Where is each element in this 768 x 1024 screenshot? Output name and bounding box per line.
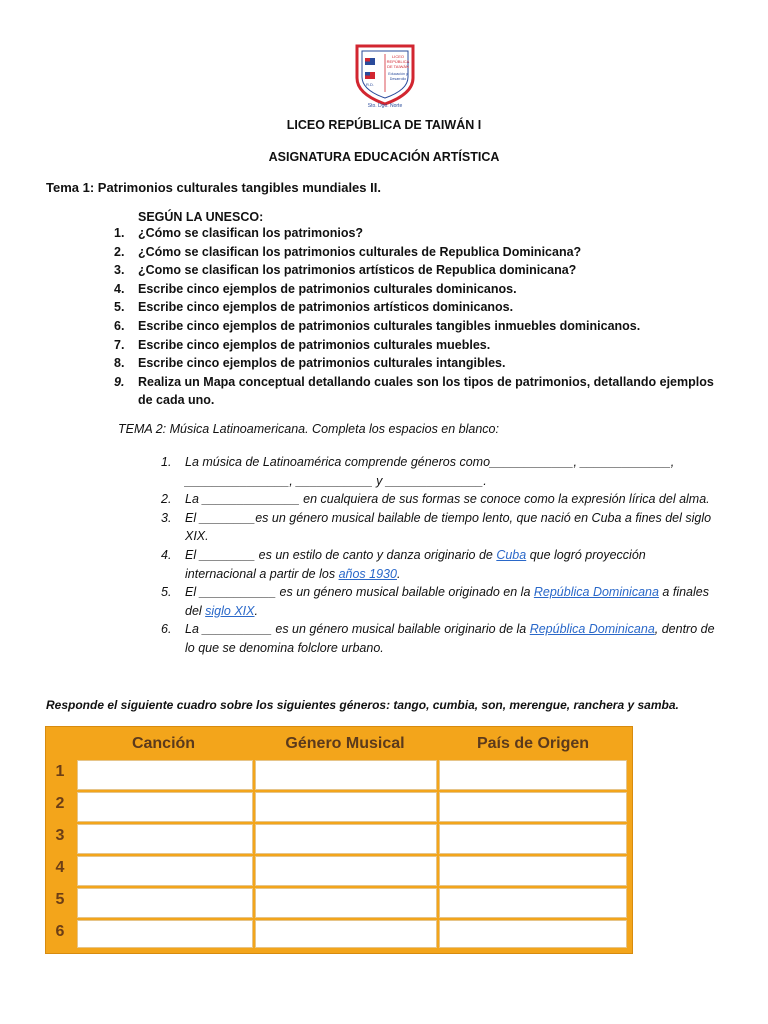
list-item: 5. El ___________ es un género musical bailable originado en la República Dominicana a finales del siglo XIX. xyxy=(161,585,709,618)
row-number: 1 xyxy=(55,763,65,780)
cell-cancion[interactable] xyxy=(77,920,253,948)
list-item: 4. Escribe cinco ejemplos de patrimonios culturales dominicanos. xyxy=(114,281,517,296)
row-number: 6 xyxy=(55,923,65,940)
cell-pais[interactable] xyxy=(439,856,627,886)
cell-genero[interactable] xyxy=(255,888,437,918)
cell-cancion[interactable] xyxy=(77,856,253,886)
genre-table xyxy=(45,726,633,954)
list-item: 4. El ________ es un estilo de canto y danza originario de Cuba que logró proyección internacional a partir de los años 1930. xyxy=(161,547,646,581)
cell-pais[interactable] xyxy=(439,792,627,822)
cell-pais[interactable] xyxy=(439,888,627,918)
tema2-title: TEMA 2: Música Latinoamericana. Completa los espacios en blanco: xyxy=(118,422,499,436)
link-cuba[interactable]: Cuba xyxy=(496,547,527,562)
cell-cancion[interactable] xyxy=(77,888,253,918)
school-logo xyxy=(345,42,425,108)
cell-pais[interactable] xyxy=(439,760,627,790)
list-item: 6. La __________ es un género musical bailable originario de la República Dominicana, dentro de lo que se denomina folclore urbano. xyxy=(161,622,715,655)
subject-title: ASIGNATURA EDUCACIÓN ARTÍSTICA xyxy=(268,150,500,164)
link-anos-1930[interactable]: años 1930 xyxy=(338,566,397,581)
list-item: 2. La ______________ en cualquiera de sus formas se conoce como la expresión lírica del alma. xyxy=(161,492,710,507)
link-republica-dominicana[interactable]: República Dominicana xyxy=(533,585,659,600)
cell-genero[interactable] xyxy=(255,920,437,948)
list-item: 9. Realiza un Mapa conceptual detallando cuales son los tipos de patrimonios, detallando ejemplos de cada uno. xyxy=(114,374,714,408)
tema1-questions xyxy=(114,224,720,410)
list-item: 1. ¿Cómo se clasifican los patrimonios? xyxy=(114,226,364,240)
svg-text:REPÚBLICA: REPÚBLICA xyxy=(386,59,410,64)
cell-cancion[interactable] xyxy=(77,824,253,854)
cell-pais[interactable] xyxy=(439,824,627,854)
list-item: 3. ¿Como se clasifican los patrimonios artísticos de Republica dominicana? xyxy=(114,263,577,278)
row-number: 5 xyxy=(55,891,65,908)
svg-text:LICEO: LICEO xyxy=(391,54,405,59)
list-item: 2. ¿Cómo se clasifican los patrimonios culturales de Republica Dominicana? xyxy=(114,244,582,259)
header-cancion: Canción xyxy=(131,735,196,752)
table-instruction: Responde el siguiente cuadro sobre los siguientes géneros: tango, cumbia, son, merengue, ranchera y samba. xyxy=(46,698,679,712)
header-genero: Género Musical xyxy=(285,735,405,752)
cell-pais[interactable] xyxy=(439,920,627,948)
cell-cancion[interactable] xyxy=(77,792,253,822)
cell-genero[interactable] xyxy=(255,792,437,822)
tema2-items xyxy=(161,453,720,658)
row-number: 2 xyxy=(55,795,65,812)
link-republica-dominicana-2[interactable]: República Dominicana xyxy=(529,622,655,637)
list-item: 7. Escribe cinco ejemplos de patrimonios culturales muebles. xyxy=(114,337,491,352)
list-item: 8. Escribe cinco ejemplos de patrimonios culturales intangibles. xyxy=(114,356,506,371)
svg-text:Sto. Dgo. Norte: Sto. Dgo. Norte xyxy=(367,103,403,108)
cell-genero[interactable] xyxy=(255,760,437,790)
list-item: 5. Escribe cinco ejemplos de patrimonios artísticos dominicanos. xyxy=(114,300,514,315)
list-item: 6. Escribe cinco ejemplos de patrimonios culturales tangibles inmuebles dominicanos. xyxy=(114,318,641,333)
svg-text:DE TAIWÁN: DE TAIWÁN xyxy=(387,64,409,69)
list-item: 3. El ________es un género musical bailable de tiempo lento, que nació en Cuba a fines del siglo XIX. xyxy=(161,510,712,544)
list-item: 1. La música de Latinoamérica comprende géneros como____________, _____________, _______________, ___________ y ______________. xyxy=(161,455,675,488)
row-number: 3 xyxy=(55,827,65,844)
svg-text:Educación y: Educación y xyxy=(388,72,408,76)
header-pais: País de Origen xyxy=(476,735,590,752)
svg-text:Desarrollo: Desarrollo xyxy=(389,77,407,81)
row-number: 4 xyxy=(55,859,65,876)
cell-genero[interactable] xyxy=(255,824,437,854)
cell-genero[interactable] xyxy=(255,856,437,886)
link-siglo-xix[interactable]: siglo XIX xyxy=(205,603,255,618)
cell-cancion[interactable] xyxy=(77,760,253,790)
tema1-intro: SEGÚN LA UNESCO: xyxy=(138,210,264,224)
svg-text:R.D.: R.D. xyxy=(366,82,374,87)
school-title: LICEO REPÚBLICA DE TAIWÁN I xyxy=(286,118,482,132)
tema1-title: Tema 1: Patrimonios culturales tangibles mundiales II. xyxy=(46,180,381,195)
